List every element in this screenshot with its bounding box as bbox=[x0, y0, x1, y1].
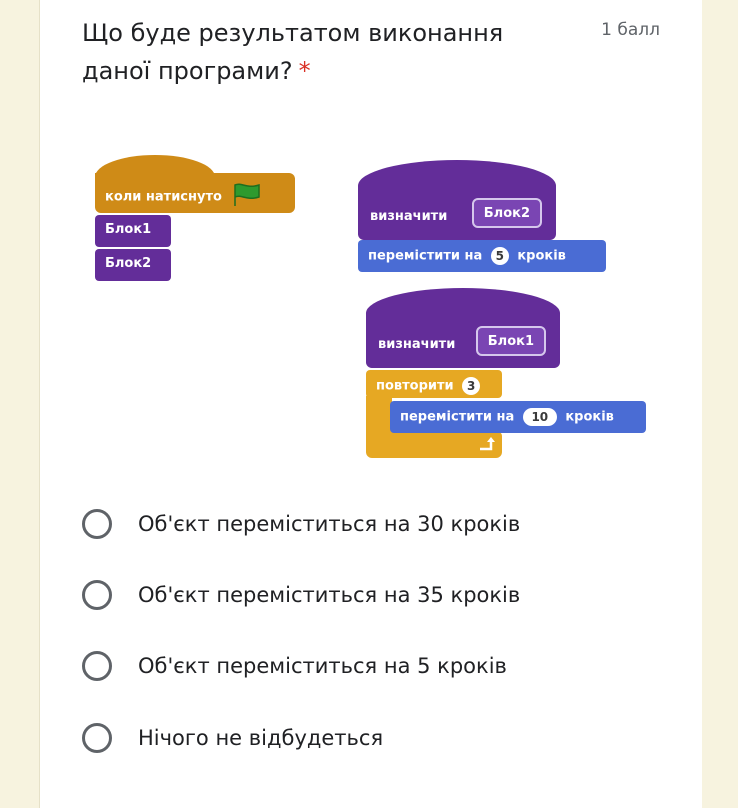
green-flag-icon bbox=[232, 183, 262, 211]
define-block1-label: визначити bbox=[378, 337, 456, 352]
option-4-label[interactable]: Нічого не відбудеться bbox=[138, 726, 384, 750]
define-block1-name: Блок1 bbox=[476, 326, 546, 356]
move-5-steps-block bbox=[358, 240, 606, 272]
call-block1 bbox=[95, 215, 171, 247]
repeat-count-value: 3 bbox=[462, 377, 480, 395]
option-3-label[interactable]: Об'єкт переміститься на 5 кроків bbox=[138, 654, 507, 678]
option-1-radio[interactable] bbox=[82, 509, 112, 539]
define-block2-hat bbox=[358, 160, 556, 240]
option-4-radio[interactable] bbox=[82, 723, 112, 753]
option-3[interactable] bbox=[82, 648, 507, 684]
move-10-label: перемістити на bbox=[400, 409, 515, 425]
repeat-c-foot bbox=[366, 432, 502, 458]
option-2[interactable] bbox=[82, 577, 520, 613]
repeat-label: повторити bbox=[376, 378, 454, 394]
option-2-label[interactable]: Об'єкт переміститься на 35 кроків bbox=[138, 583, 521, 607]
move-10-unit: кроків bbox=[565, 409, 614, 425]
move-10-steps-block bbox=[390, 401, 646, 433]
move-5-unit: кроків bbox=[517, 248, 566, 264]
move-10-steps-value: 10 bbox=[523, 408, 557, 426]
option-1-label[interactable]: Об'єкт переміститься на 30 кроків bbox=[138, 512, 521, 536]
repeat-3-block bbox=[366, 370, 502, 398]
question-points: 1 балл bbox=[601, 20, 660, 40]
call-block2-label: Блок2 bbox=[105, 256, 152, 271]
when-flag-clicked-block bbox=[95, 155, 295, 213]
option-1[interactable] bbox=[82, 506, 520, 542]
option-4[interactable] bbox=[82, 720, 383, 756]
when-flag-clicked-label: коли натиснуто bbox=[105, 189, 222, 205]
define-block2-name: Блок2 bbox=[472, 198, 542, 228]
question-text: Що буде результатом виконання даної програми? bbox=[82, 19, 504, 85]
repeat-arrow-icon bbox=[478, 436, 496, 456]
call-block2 bbox=[95, 249, 171, 281]
scratch-program-image bbox=[40, 0, 702, 480]
define-block2-label: визначити bbox=[370, 209, 448, 224]
option-2-radio[interactable] bbox=[82, 580, 112, 610]
call-block1-label: Блок1 bbox=[105, 222, 152, 237]
move-5-label: перемістити на bbox=[368, 248, 483, 264]
question-card bbox=[40, 0, 702, 808]
option-3-radio[interactable] bbox=[82, 651, 112, 681]
repeat-c-arm bbox=[366, 396, 392, 436]
required-asterisk: * bbox=[298, 57, 311, 85]
move-5-steps-value: 5 bbox=[491, 247, 509, 265]
define-block1-hat bbox=[366, 288, 560, 368]
